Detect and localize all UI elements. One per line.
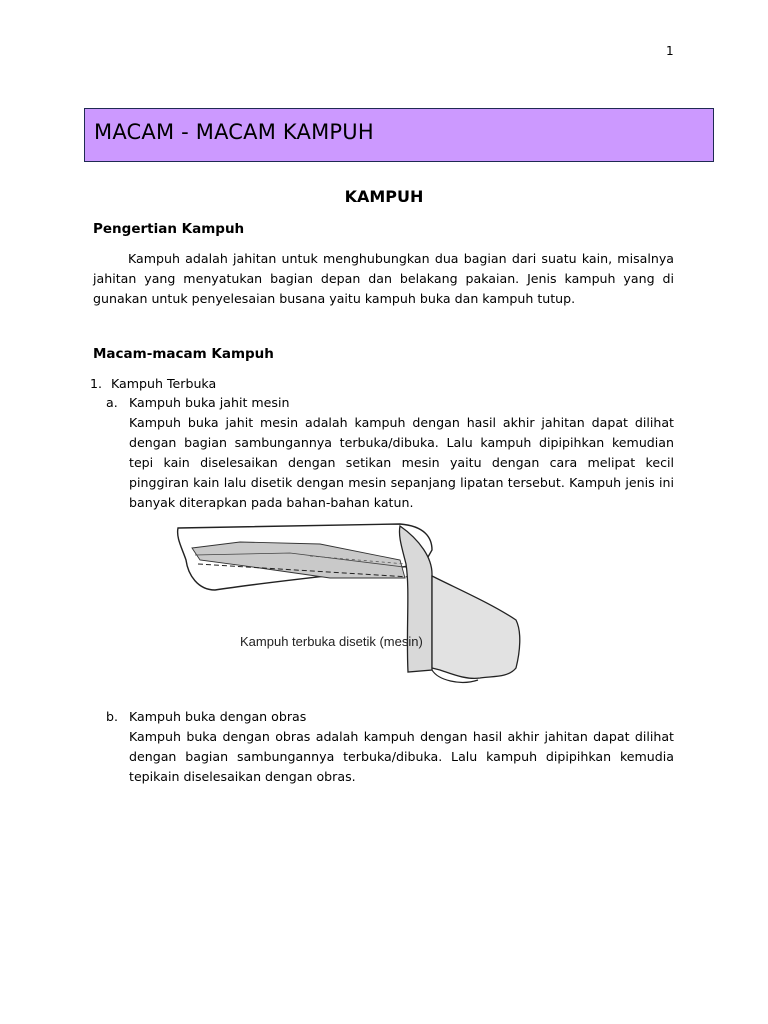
paragraph-kampuh-buka-mesin-text: Kampuh buka jahit mesin adalah kampuh dengan hasil akhir jahitan dapat dilihat dengan bagian sambungannya terbuka/dibuka. Lalu kampuh dipipihkan kemudian tepi kain diselesaikan dengan setikan mesin yaitu dengan cara melipat kecil pinggiran kain lalu disetik dengan mesin sepanjang lipatan tersebut. Kampuh jenis ini banyak diterapkan pada bahan-bahan katun. bbox=[129, 415, 674, 510]
section-heading-pengertian: Pengertian Kampuh bbox=[93, 221, 245, 237]
list-item-1a-marker: a. bbox=[106, 395, 118, 410]
list-item-1-label: Kampuh Terbuka bbox=[111, 376, 217, 391]
title-box bbox=[84, 108, 714, 162]
figure-kampuh-terbuka bbox=[170, 520, 525, 688]
fabric-bottom-layer bbox=[432, 576, 520, 678]
list-item-1b-label: Kampuh buka dengan obras bbox=[129, 709, 307, 724]
fabric-illustration bbox=[170, 520, 525, 688]
document-title: MACAM - MACAM KAMPUH bbox=[94, 120, 374, 144]
paragraph-pengertian bbox=[93, 249, 674, 309]
paragraph-kampuh-buka-obras-text: Kampuh buka dengan obras adalah kampuh dengan hasil akhir jahitan dapat dilihat dengan bagian sambungannya terbuka/dibuka. Lalu kampuh dipipihkan kemudia tepikain diselesaikan dengan obras. bbox=[129, 729, 674, 784]
paragraph-kampuh-buka-obras bbox=[129, 727, 674, 787]
list-item-1a-label: Kampuh buka jahit mesin bbox=[129, 395, 290, 410]
section-heading-macam: Macam-macam Kampuh bbox=[93, 346, 274, 362]
figure-caption: Kampuh terbuka disetik (mesin) bbox=[240, 634, 423, 649]
page-number: 1 bbox=[666, 44, 674, 58]
paragraph-pengertian-text: Kampuh adalah jahitan untuk menghubungkan dua bagian dari suatu kain, misalnya jahitan yang menyatukan bagian depan dan belakang pakaian. Jenis kampuh yang di gunakan untuk penyelesaian busana yaitu kampuh buka dan kampuh tutup. bbox=[93, 251, 674, 306]
list-item-1b-marker: b. bbox=[106, 709, 118, 724]
list-item-1-marker: 1. bbox=[90, 376, 103, 391]
main-heading: KAMPUH bbox=[344, 187, 424, 206]
paragraph-kampuh-buka-mesin bbox=[129, 413, 674, 513]
